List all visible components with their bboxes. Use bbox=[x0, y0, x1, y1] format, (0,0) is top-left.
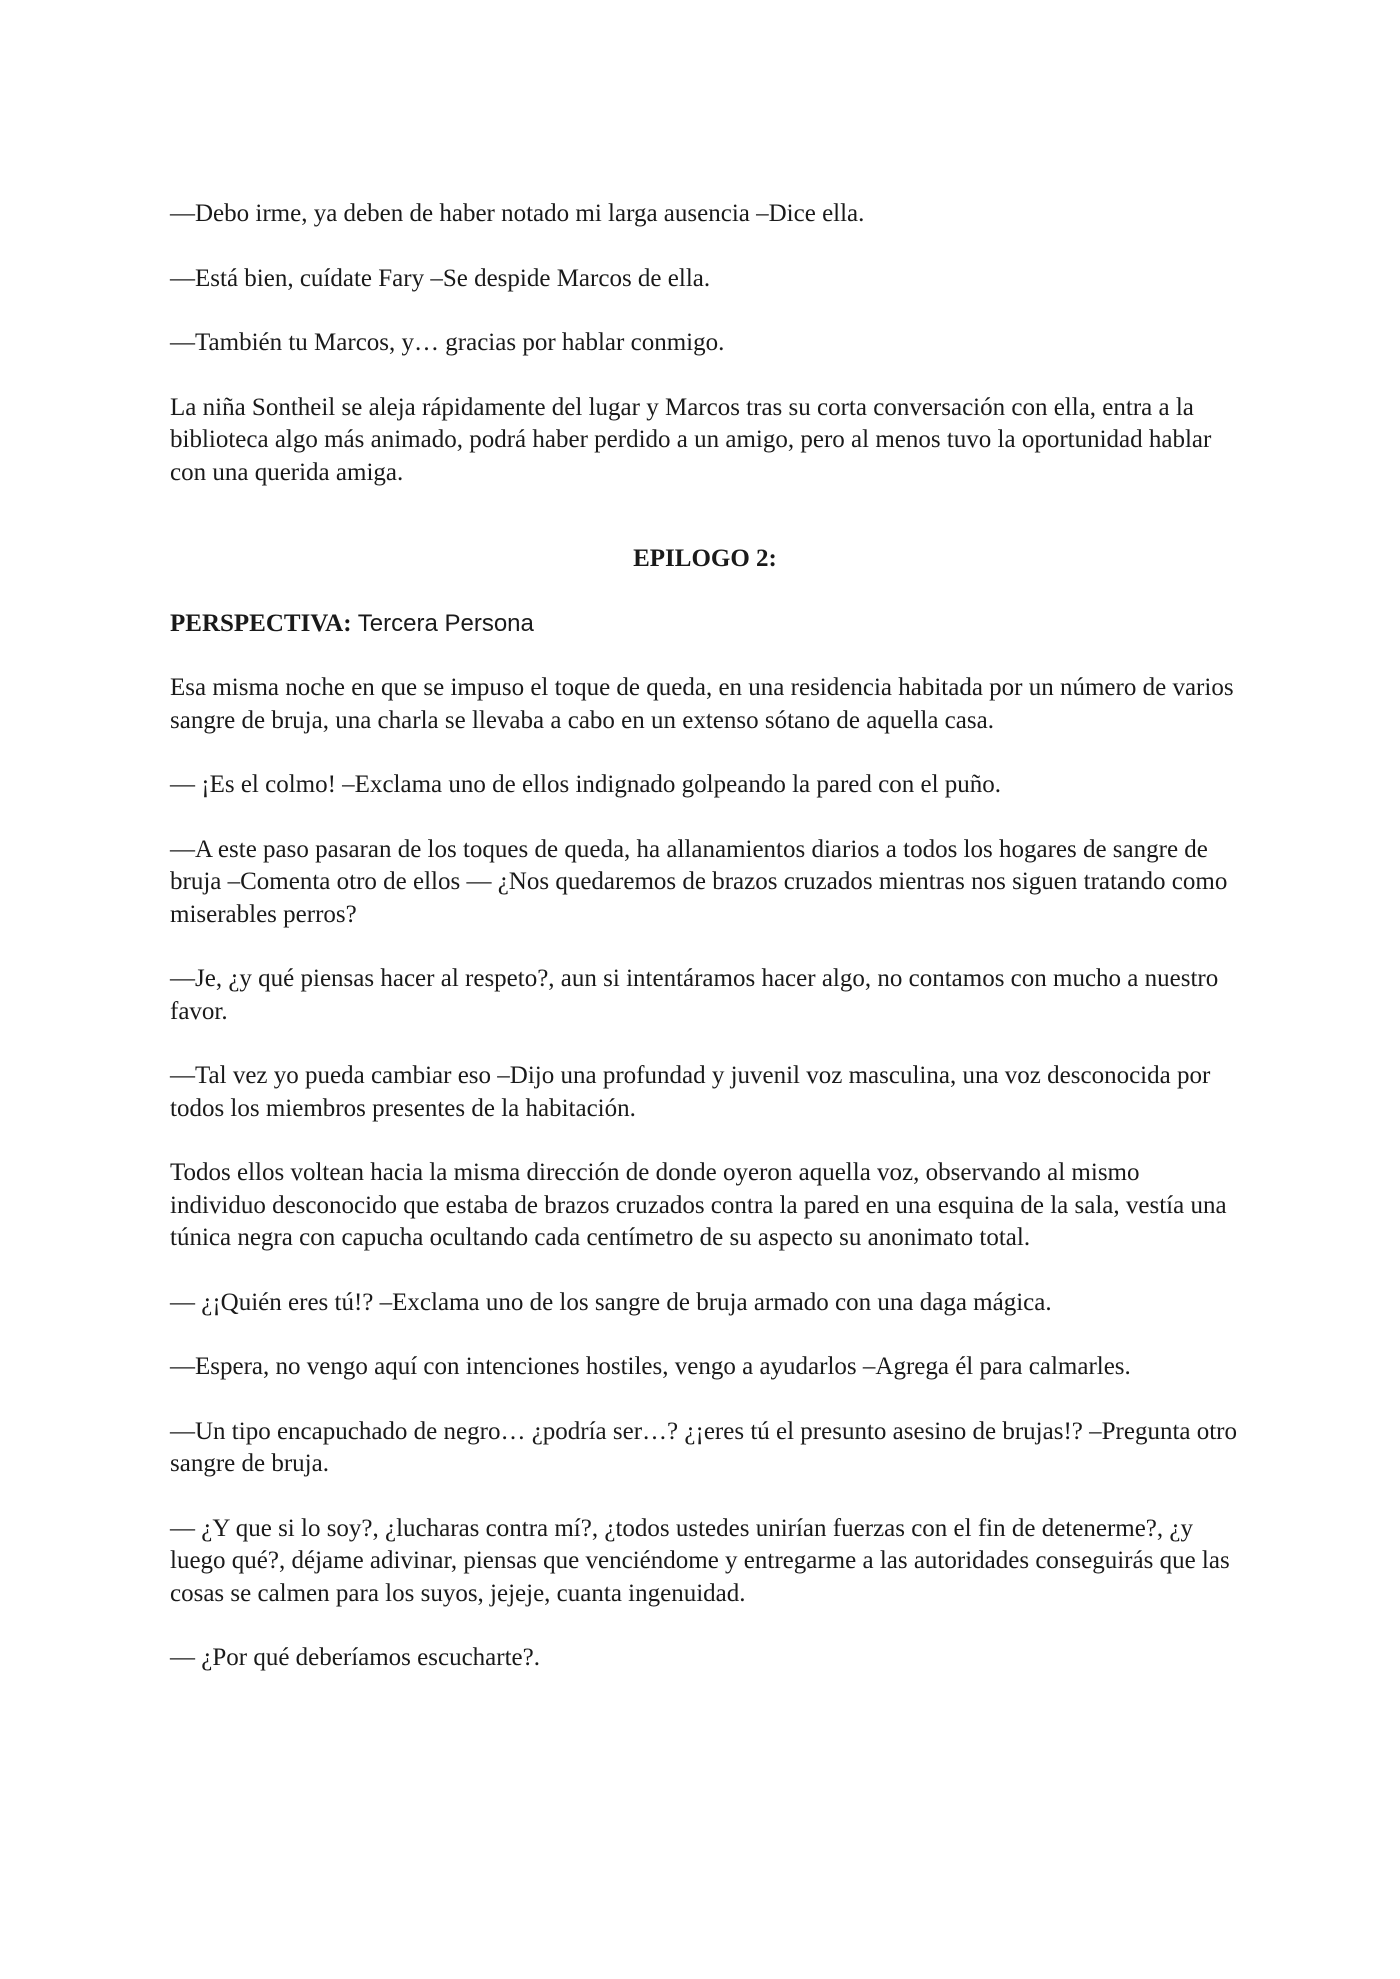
paragraph-narration: La niña Sontheil se aleja rápidamente del lugar y Marcos tras su corta conversación con ella, entra a la biblioteca algo más animado, podrá haber perdido a un amigo, pero al menos tuvo la oportunidad hablar con una querida amiga. bbox=[170, 393, 1212, 486]
paragraph-dialogue: — ¿Y que si lo soy?, ¿lucharas contra mí?, ¿todos ustedes unirían fuerzas con el fin de detenerme?, ¿y luego qué?, déjame adivinar, piensas que venciéndome y entregarme a las autoridades conseguirás que las cosas se calmen para los suyos, jejeje, cuanta ingenuidad. bbox=[170, 1514, 1230, 1607]
perspective-line bbox=[170, 608, 1240, 641]
paragraph-dialogue: —A este paso pasaran de los toques de queda, ha allanamientos diarios a todos los hogares de sangre de bruja –Comenta otro de ellos — ¿Nos quedaremos de brazos cruzados mientras nos siguen tratando como miserables perros? bbox=[170, 835, 1228, 928]
paragraph-dialogue: —Tal vez yo pueda cambiar eso –Dijo una profundad y juvenil voz masculina, una voz desconocida por todos los miembros presentes de la habitación. bbox=[170, 1062, 1211, 1122]
paragraph-dialogue: —Je, ¿y qué piensas hacer al respeto?, aun si intentáramos hacer algo, no contamos con mucho a nuestro favor. bbox=[170, 965, 1219, 1025]
paragraph-dialogue: — ¿¡Quién eres tú!? –Exclama uno de los sangre de bruja armado con una daga mágica. bbox=[170, 1288, 1052, 1316]
perspective-label: PERSPECTIVA: bbox=[170, 609, 352, 637]
paragraph-dialogue: —Un tipo encapuchado de negro… ¿podría ser…? ¿¡eres tú el presunto asesino de brujas!? –Pregunta otro sangre de bruja. bbox=[170, 1417, 1238, 1477]
paragraph-dialogue: —También tu Marcos, y… gracias por hablar conmigo. bbox=[170, 329, 725, 356]
paragraph-dialogue: —Está bien, cuídate Fary –Se despide Marcos de ella. bbox=[170, 264, 711, 292]
paragraph-dialogue: —Debo irme, ya deben de haber notado mi larga ausencia –Dice ella. bbox=[170, 200, 865, 227]
paragraph-dialogue: — ¿Por qué deberíamos escucharte?. bbox=[170, 1644, 540, 1671]
paragraph-dialogue: —Espera, no vengo aquí con intenciones hostiles, vengo a ayudarlos –Agrega él para calmarles. bbox=[170, 1353, 1131, 1380]
document-body bbox=[170, 198, 1240, 1707]
paragraph-narration: Todos ellos voltean hacia la misma dirección de donde oyeron aquella voz, observando al mismo individuo desconocido que estaba de brazos cruzados contra la pared en una esquina de la sala, vestía una túnica negra con capucha ocultando cada centímetro de su aspecto su anonimato total. bbox=[170, 1159, 1227, 1251]
perspective-value: Tercera Persona bbox=[357, 609, 534, 637]
section-heading: EPILOGO 2: bbox=[633, 545, 777, 572]
paragraph-narration: Esa misma noche en que se impuso el toque de queda, en una residencia habitada por un número de varios sangre de bruja, una charla se llevaba a cabo en un extenso sótano de aquella casa. bbox=[170, 674, 1234, 734]
paragraph-dialogue: — ¡Es el colmo! –Exclama uno de ellos indignado golpeando la pared con el puño. bbox=[170, 771, 1002, 798]
